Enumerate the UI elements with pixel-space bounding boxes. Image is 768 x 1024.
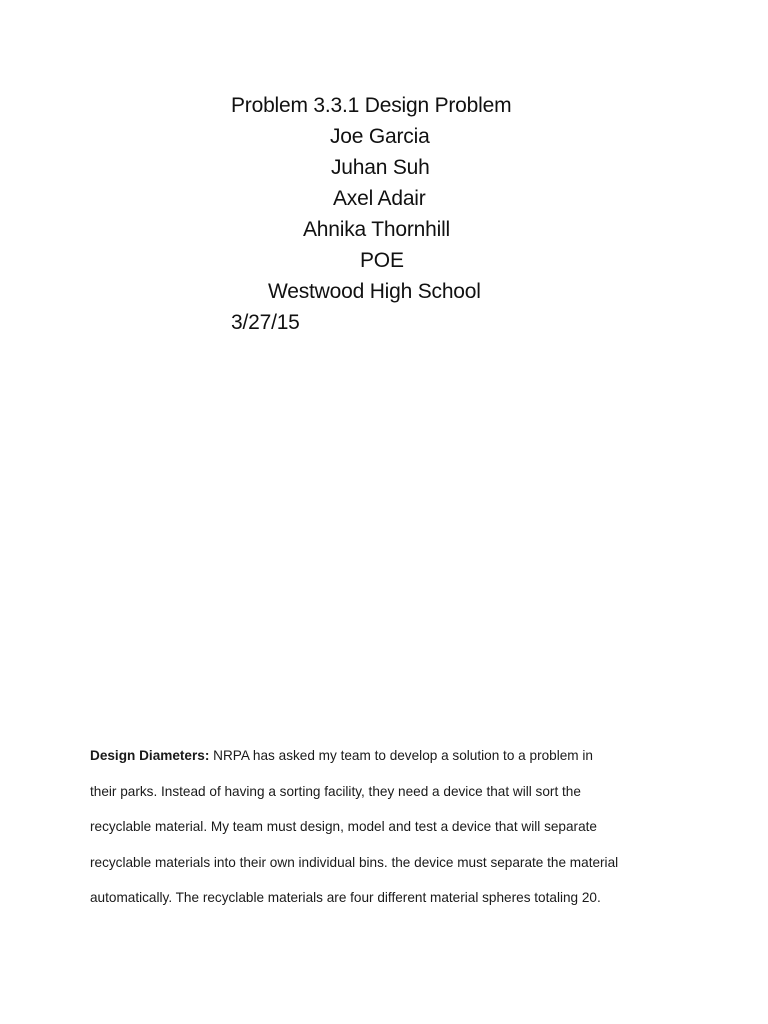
date: 3/27/15 [231,311,300,334]
member-name: Ahnika Thornhill [303,218,450,241]
paragraph-line: their parks. Instead of having a sorting facility, they need a device that will sort the [90,783,581,799]
paragraph-line [90,738,690,774]
member-name: Axel Adair [333,187,426,210]
problem-title: Problem 3.3.1 Design Problem [231,94,512,117]
paragraph-text: NRPA has asked my team to develop a solution to a problem in [209,748,593,763]
course-name: POE [360,249,404,272]
member-name: Joe Garcia [330,125,430,148]
paragraph-line: recyclable material. My team must design, model and test a device that will separate [90,819,597,834]
member-name: Juhan Suh [331,156,430,179]
design-paragraph [90,738,690,916]
paragraph-line: recyclable materials into their own individual bins. the device must separate the material [90,854,619,870]
paragraph-heading: Design Diameters: [90,748,210,763]
paragraph-line: automatically. The recyclable materials are four different material spheres totaling 20. [90,890,601,905]
school-name: Westwood High School [268,280,481,303]
